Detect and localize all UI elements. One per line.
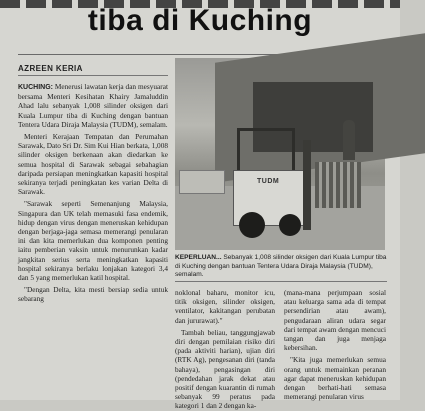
byline: AZREEN KERIA (18, 64, 83, 73)
article-column-2 (175, 288, 275, 411)
paragraph: noklonal baharu, monitor icu, titik oksigen, silinder oksigen, ventilator, kakitangan perubatan dan jururawat)." (175, 288, 275, 325)
paragraph: "Dengan Delta, kita mesti bersiap sedia untuk sebarang (18, 285, 168, 304)
forklift-wheel (239, 212, 265, 238)
paragraph-text: Menerusi lawatan kerja dan mesyuarat bersama Menteri Kesihatan Khairy Jamaluddin Ahad lalu sebanyak 1,008 silinder oksigen dari Kuala Lumpur tiba di Kuching dengan bantuan Tentera Udara Diraja Malaysia (TUDM), semalam. (18, 82, 168, 129)
article-column-1 (18, 82, 168, 400)
photo-caption (175, 254, 387, 280)
forklift-brand-label: TUDM (257, 178, 280, 185)
worker-figure (343, 120, 355, 160)
paragraph: Menteri Kerajaan Tempatan dan Perumahan Sarawak, Dato Sri Dr. Sim Kui Hian berkata, 1,008 silinder oksigen berkenaan akan diedarkan ke semua hospital di Sarawak sebagai sebahagian daripada persiapan meningkatkan kapasiti hospital sekiranya terjadi peningkatan kes varian Delta di Sarawak. (18, 132, 168, 197)
oxygen-cylinders (315, 162, 361, 208)
paragraph (18, 82, 168, 129)
paragraph: Tambah beliau, tanggungjawab diri dengan pemilaian risiko diri (pada aktiviti harian), ujian diri (RTK Ag), pengesanan diri (tanda bahaya), pengasingan diri (pendedahan jarak dekat atau positif dengan kuarantin di rumah sebanyak 99 peratus pada kategori 1 dan 2 dengan ka- (175, 327, 275, 411)
paragraph: "Sarawak seperti Semenanjung Malaysia, Singapura dan UK telah memasuki fasa endemik, hidup dengan virus dengan meneruskan kehidupan dengan berjaga-jaga semasa memerangi penularan ini dan kita memerlukan dua komponen penting iaitu pemberian vaksin untuk menurunkan kadar jangkitan serius serta meningkatkan kapasiti hospital sekiranya berlaku lonjakan kategori 3,4 dan 5 yang memerlukan katil hospital. (18, 199, 168, 283)
background-vehicle (179, 170, 225, 194)
article-column-3 (284, 288, 386, 400)
forklift-mast (303, 140, 311, 230)
caption-text: Sebanyak 1,008 silinder oksigen dari Kuala Lumpur tiba di Kuching dengan bantuan Tentera Udara Diraja Malaysia (TUDM), semalam. (175, 254, 387, 279)
paragraph: "Kita juga memerlukan semua orang untuk memainkan peranan agar dapat meneruskan kehidupan dengan berhati-hati semasa memerangi penularan virus (284, 355, 386, 402)
caption-rule (175, 281, 387, 282)
byline-rule (18, 75, 168, 76)
paragraph: (mana-mana perjumpaan sosial atau keluarga sama ada di tempat persendirian atau awam), pengudaraan aliran udara segar dari tempat awam dengan mencuci tangan dan juga menjaga kebersihan. (284, 288, 386, 353)
forklift-wheel (279, 214, 301, 236)
dateline: KUCHING: (18, 84, 53, 91)
news-photo (175, 58, 385, 250)
forklift-cab (237, 128, 295, 175)
caption-lead: KEPERLUAN... (175, 254, 222, 261)
article-headline: tiba di Kuching (87, 4, 313, 37)
